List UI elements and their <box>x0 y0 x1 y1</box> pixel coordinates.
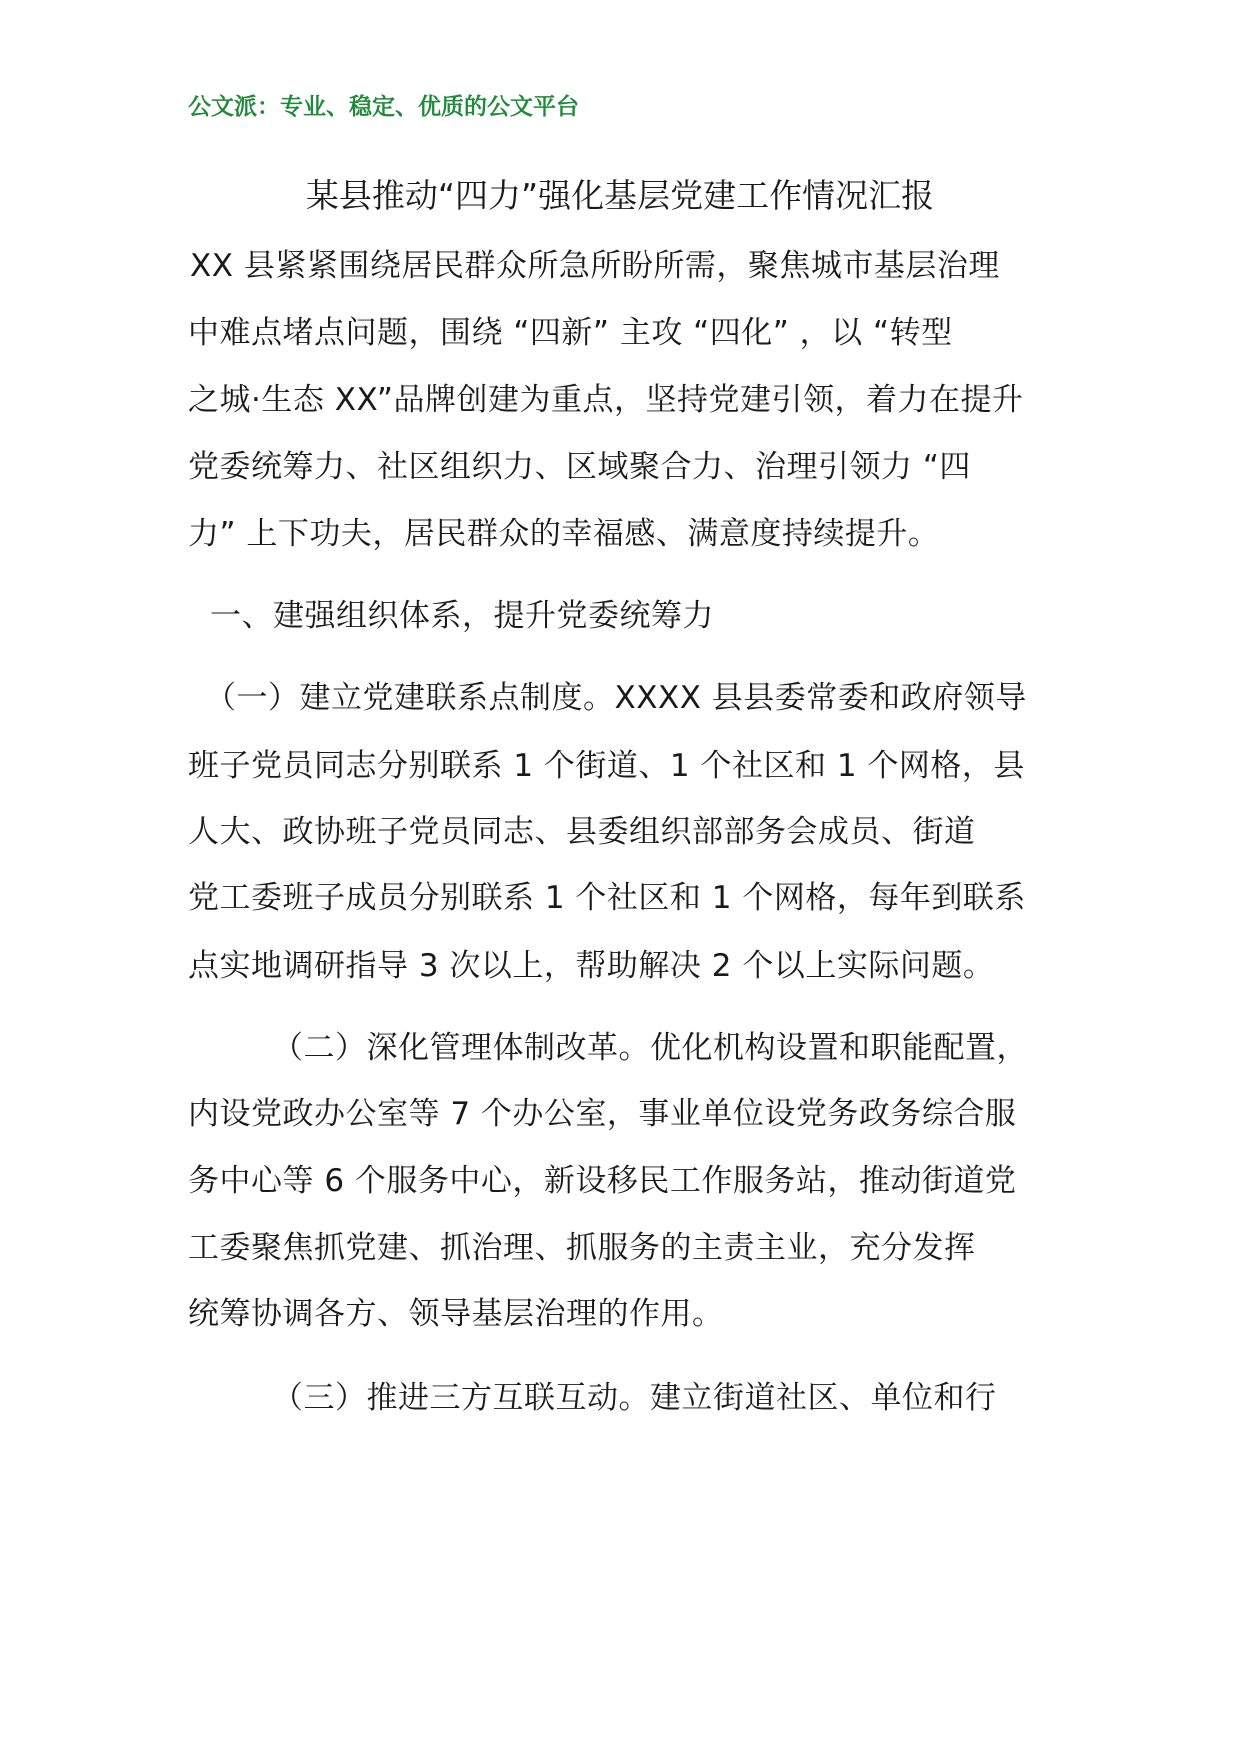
item-1-line: 党工委班子成员分别联系 1 个社区和 1 个网格，每年到联系 <box>188 880 1026 916</box>
intro-line: 力” 上下功夫，居民群众的幸福感、满意度持续提升。 <box>188 516 940 552</box>
item-2-line: 务中心等 6 个服务中心，新设移民工作服务站，推动街道党 <box>188 1163 1017 1199</box>
item-2-line: 工委聚焦抓党建、抓治理、抓服务的主责主业，充分发挥 <box>188 1230 976 1266</box>
document-title: 某县推动“四力”强化基层党建工作情况汇报 <box>305 176 935 215</box>
intro-line: 中难点堵点问题，围绕 “四新” 主攻 “四化” ，以 “转型 <box>188 315 953 351</box>
item-1-line: 人大、政协班子党员同志、县委组织部部务会成员、街道 <box>188 814 976 850</box>
intro-line: 党委统筹力、社区组织力、区域聚合力、治理引领力 “四 <box>188 449 971 485</box>
section-heading: 一、建强组织体系，提升党委统筹力 <box>210 598 714 634</box>
intro-line: 之城·生态 XX”品牌创建为重点，坚持党建引领，着力在提升 <box>188 382 1024 418</box>
item-2-line: 统筹协调各方、领导基层治理的作用。 <box>188 1296 724 1332</box>
item-1-line: （一）建立党建联系点制度。XXXX 县县委常委和政府领导 <box>205 680 1027 716</box>
item-1-line: 班子党员同志分别联系 1 个街道、1 个社区和 1 个网格，县 <box>188 748 1025 784</box>
site-slogan: 公文派：专业、稳定、优质的公文平台 <box>188 94 579 120</box>
intro-line: XX 县紧紧围绕居民群众所急所盼所需，聚焦城市基层治理 <box>190 248 1000 284</box>
item-2-line: （二）深化管理体制改革。优化机构设置和职能配置， <box>272 1030 1028 1066</box>
item-2-line: 内设党政办公室等 7 个办公室，事业单位设党务政务综合服 <box>188 1096 1017 1132</box>
item-1-line: 点实地调研指导 3 次以上，帮助解决 2 个以上实际问题。 <box>188 948 995 984</box>
item-3-line: （三）推进三方互联互动。建立街道社区、单位和行 <box>272 1380 997 1416</box>
